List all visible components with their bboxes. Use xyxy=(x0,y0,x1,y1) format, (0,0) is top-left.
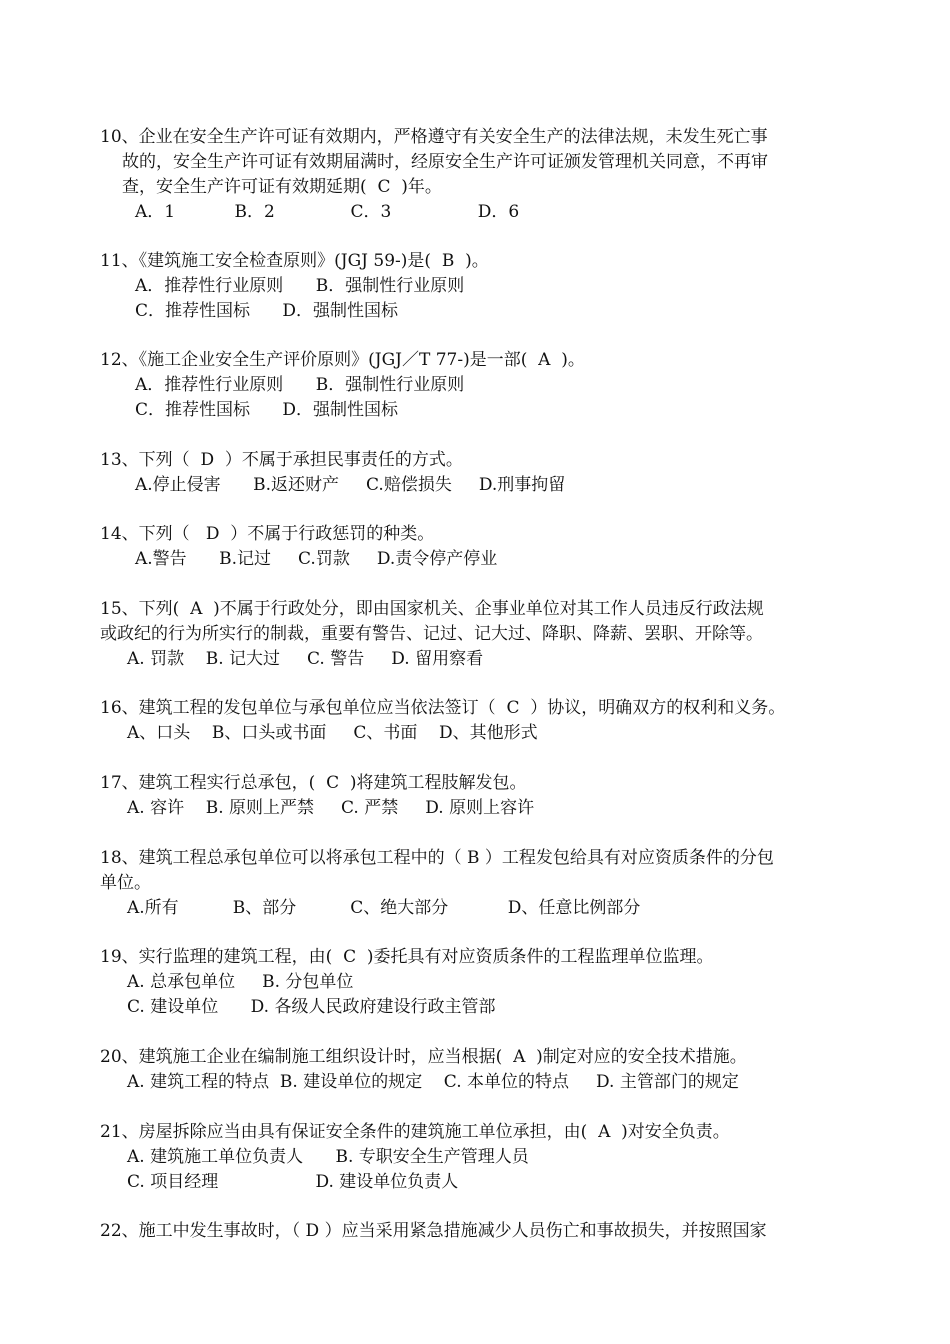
question-18-options: A.所有 B、部分 C、绝大部分 D、任意比例部分 xyxy=(127,898,641,918)
question-13-options: A.停止侵害 B.返还财产 C.赔偿损失 D.刑事拘留 xyxy=(135,475,566,495)
question-18-line-1: 18、建筑工程总承包单位可以将承包工程中的（ B ）工程发包给具有对应资质条件的分包 xyxy=(100,848,774,868)
question-10-line-3: 查，安全生产许可证有效期延期( C )年。 xyxy=(122,177,442,197)
question-20-options: A. 建筑工程的特点 B. 建设单位的规定 C. 本单位的特点 D. 主管部门的规定 xyxy=(127,1072,739,1092)
question-18-line-2: 单位。 xyxy=(100,873,151,893)
question-10-line-1: 10、企业在安全生产许可证有效期内，严格遵守有关安全生产的法律法规，未发生死亡事 xyxy=(100,127,768,147)
question-20-line-1: 20、建筑施工企业在编制施工组织设计时，应当根据( A )制定对应的安全技术措施。 xyxy=(100,1047,747,1067)
question-16-line-1: 16、建筑工程的发包单位与承包单位应当依法签订（ C ）协议，明确双方的权利和义务。 xyxy=(100,698,786,718)
question-14-options: A.警告 B.记过 C.罚款 D.责令停产停业 xyxy=(135,549,498,569)
question-22-line-1: 22、施工中发生事故时，（ D ）应当采用紧急措施减少人员伤亡和事故损失，并按照国家 xyxy=(100,1221,767,1241)
question-10-options: A．1 B．2 C．3 D．6 xyxy=(135,202,520,222)
question-19-options-2: C. 建设单位 D. 各级人民政府建设行政主管部 xyxy=(127,997,496,1017)
question-13-line-1: 13、下列（ D ）不属于承担民事责任的方式。 xyxy=(100,450,463,470)
question-10-line-2: 故的，安全生产许可证有效期届满时，经原安全生产许可证颁发管理机关同意，不再审 xyxy=(122,152,768,172)
question-15-line-2: 或政纪的行为所实行的制裁，重要有警告、记过、记大过、降职、降薪、罢职、开除等。 xyxy=(100,624,763,644)
question-15-line-1: 15、下列( A )不属于行政处分，即由国家机关、企事业单位对其工作人员违反行政法规 xyxy=(100,599,764,619)
question-19-line-1: 19、实行监理的建筑工程，由( C )委托具有对应资质条件的工程监理单位监理。 xyxy=(100,947,714,967)
question-11-options-1: A．推荐性行业原则 B．强制性行业原则 xyxy=(135,276,465,296)
question-12-options-2: C．推荐性国标 D．强制性国标 xyxy=(135,400,399,420)
question-12-line-1: 12、《施工企业安全生产评价原则》(JGJ／T 77-)是一部( A )。 xyxy=(100,350,585,370)
question-21-line-1: 21、房屋拆除应当由具有保证安全条件的建筑施工单位承担，由( A )对安全负责。 xyxy=(100,1122,730,1142)
question-14-line-1: 14、下列（ D ）不属于行政惩罚的种类。 xyxy=(100,524,435,544)
question-16-options: A、口头 B、口头或书面 C、书面 D、其他形式 xyxy=(127,723,538,743)
question-21-options-1: A. 建筑施工单位负责人 B. 专职安全生产管理人员 xyxy=(127,1147,529,1167)
question-12-options-1: A．推荐性行业原则 B．强制性行业原则 xyxy=(135,375,465,395)
question-11-options-2: C．推荐性国标 D．强制性国标 xyxy=(135,301,399,321)
question-11-line-1: 11、《建筑施工安全检查原则》(JGJ 59-)是( B )。 xyxy=(100,251,489,271)
question-17-line-1: 17、建筑工程实行总承包，( C )将建筑工程肢解发包。 xyxy=(100,773,527,793)
question-15-options: A. 罚款 B. 记大过 C. 警告 D. 留用察看 xyxy=(127,649,484,669)
question-19-options-1: A. 总承包单位 B. 分包单位 xyxy=(127,972,354,992)
question-21-options-2: C. 项目经理 D. 建设单位负责人 xyxy=(127,1172,459,1192)
question-17-options: A. 容许 B. 原则上严禁 C. 严禁 D. 原则上容许 xyxy=(127,798,535,818)
